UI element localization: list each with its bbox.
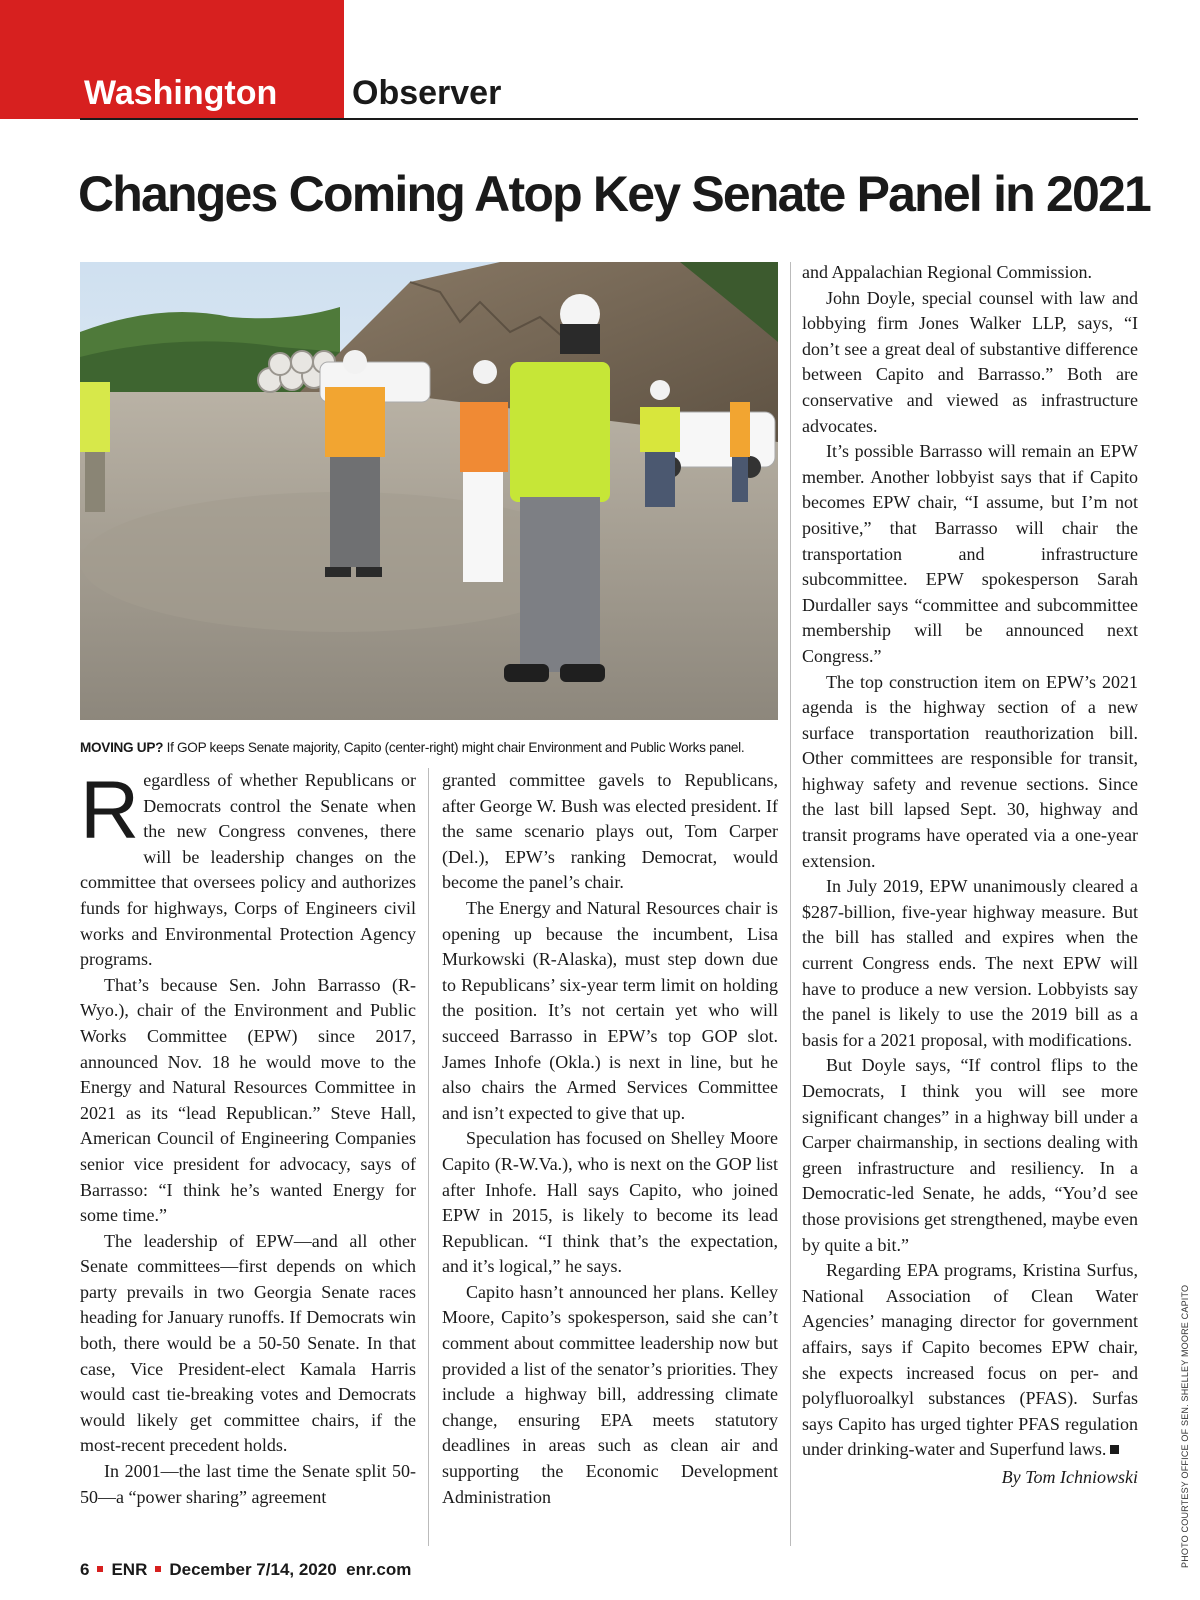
headline: Changes Coming Atop Key Senate Panel in 2021 [78,166,1151,222]
paragraph: and Appalachian Regional Commission. [802,262,1092,282]
paragraph: But Doyle says, “If control flips to the Democrats, I think you will see more significant changes” in a highway bill under a Carper chairmanship, in sections dealing with green infrastructure and resiliency. In a Democratic-led Senate, he adds, “You’d see those provisions get strengthened, maybe even by quite a bit.” [802,1055,1138,1255]
paragraph: In July 2019, EPW unanimously cleared a $287-billion, five-year highway measure. But the bill has stalled and expires when the current Congress ends. The next EPW will have to produce a new version. Lobbyists say the panel is likely to use the 2019 bill as a basis for a 2021 proposal, with modifications. [802,876,1138,1050]
header-rule [80,118,1138,120]
caption-lead: MOVING UP? [80,740,164,755]
article-column-3 [802,260,1138,1491]
byline: By Tom Ichniowski [1001,1466,1138,1487]
magazine-name: ENR [111,1560,148,1579]
paragraph: The leadership of EPW—and all other Senate committees—first depends on which party prevails in two Georgia Senate races heading for January runoffs. If Democrats win both, there would be a 50-50 Senate. In that case, Vice President-elect Kamala Harris would cast tie-breaking votes and Democrats would likely get committee chairs, if the most-recent precedent holds. [80,1230,416,1456]
section-label-observer: Observer [352,74,502,112]
paragraph [80,765,416,973]
column-rule-1 [428,768,429,1546]
article-column-1 [80,765,416,1510]
paragraph: Capito hasn’t announced her plans. Kelley Moore, Capito’s spokesperson, said she can’t comment about committee leadership now but provided a list of the senator’s priorities. They include a highway bill, addressing climate change, ensuring EPA meets statutory deadlines in areas such as clean air and supporting the Economic Development Administration [442,1281,778,1507]
square-bullet-icon [97,1566,103,1572]
column-rule-2 [790,262,791,1546]
square-bullet-icon [155,1566,161,1572]
caption-text: If GOP keeps Senate majority, Capito (center-right) might chair Environment and Public Works panel. [163,740,745,755]
end-mark-icon [1110,1445,1119,1454]
paragraph: That’s because Sen. John Barrasso (R-Wyo.), chair of the Environment and Public Works Committee (EPW) since 2017, announced Nov. 18 he would move to the Energy and Natural Resources Committee in 2021 as its “lead Republican.” Steve Hall, American Council of Engineering Companies senior vice president for advocacy, says of Barrasso: “I think he’s wanted Energy for some time.” [80,974,416,1226]
photo-credit [1168,1284,1190,1570]
photo-scene-illustration [80,262,778,720]
photo-credit-text: PHOTO COURTESY OFFICE OF SEN. SHELLEY MOORE CAPITO [1180,1284,1190,1568]
drop-cap: R [80,765,138,856]
paragraph-text: Regarding EPA programs, Kristina Surfus, National Association of Clean Water Agencies’ managing director for government affairs, says if Capito becomes EPW chair, she expects increased focus on per- and polyfluoroalkyl substances (PFAS). Surfas says Capito has urged tighter PFAS regulation under drinking-water and Superfund laws. [802,1260,1138,1460]
paragraph: granted committee gavels to Republicans, after George W. Bush was elected president. If the same scenario plays out, Tom Carper (Del.), EPW’s ranking Democrat, would become the panel’s chair. [442,770,778,893]
paragraph: The top construction item on EPW’s 2021 agenda is the highway section of a new surface transportation reauthorization bill. Other committees are responsible for transit, highway safety and revenue sections. Since the last bill lapsed Sept. 30, highway and transit programs have operated via a one-year extension. [802,671,1138,871]
article-photo [80,262,778,720]
issue-date: December 7/14, 2020 [169,1560,337,1579]
paragraph: In 2001—the last time the Senate split 50-50—a “power sharing” agreement [80,1461,416,1507]
paragraph [802,1258,1138,1463]
paragraph: Speculation has focused on Shelley Moore Capito (R-W.Va.), who is next on the GOP list after Inhofe. Hall says Capito, who joined EPW in 2015, is likely to become its lead Republican. “I think that’s the expectation, and it’s logical,” he says. [442,1128,778,1277]
paragraph-text: egardless of whether Republicans or Democrats control the Senate when the new Congress convenes, there will be leadership changes on the committee that oversees policy and authorizes funds for highways, Corps of Engineers civil works and Environmental Protection Agency programs. [80,770,416,970]
article-column-2 [442,768,778,1510]
paragraph: It’s possible Barrasso will remain an EPW member. Another lobbyist says that if Capito becomes EPW chair, “I assume, but I’m not positive,” that Barrasso will chair the transportation and infrastructure subcommittee. EPW spokesperson Sarah Durdaller says “committee and subcommittee membership will be announced next Congress.” [802,441,1138,666]
paragraph: The Energy and Natural Resources chair is opening up because the incumbent, Lisa Murkowski (R-Alaska), must step down due to Republicans’ six-year term limit on holding the position. It’s not certain yet who will succeed Barrasso in EPW’s top GOP slot. James Inhofe (Okla.) is next in line, but he also chairs the Armed Services Committee and isn’t expected to give that up. [442,897,778,1123]
site-link[interactable]: enr.com [346,1560,412,1579]
page-footer [80,1560,411,1580]
photo-caption [80,740,800,755]
paragraph: John Doyle, special counsel with law and lobbying firm Jones Walker LLP, says, “I don’t see a great deal of substantive difference between Capito and Barrasso.” Both are conservative and viewed as infrastructure advocates. [802,287,1138,436]
section-label-washington: Washington [84,74,278,112]
page-number: 6 [80,1560,90,1579]
